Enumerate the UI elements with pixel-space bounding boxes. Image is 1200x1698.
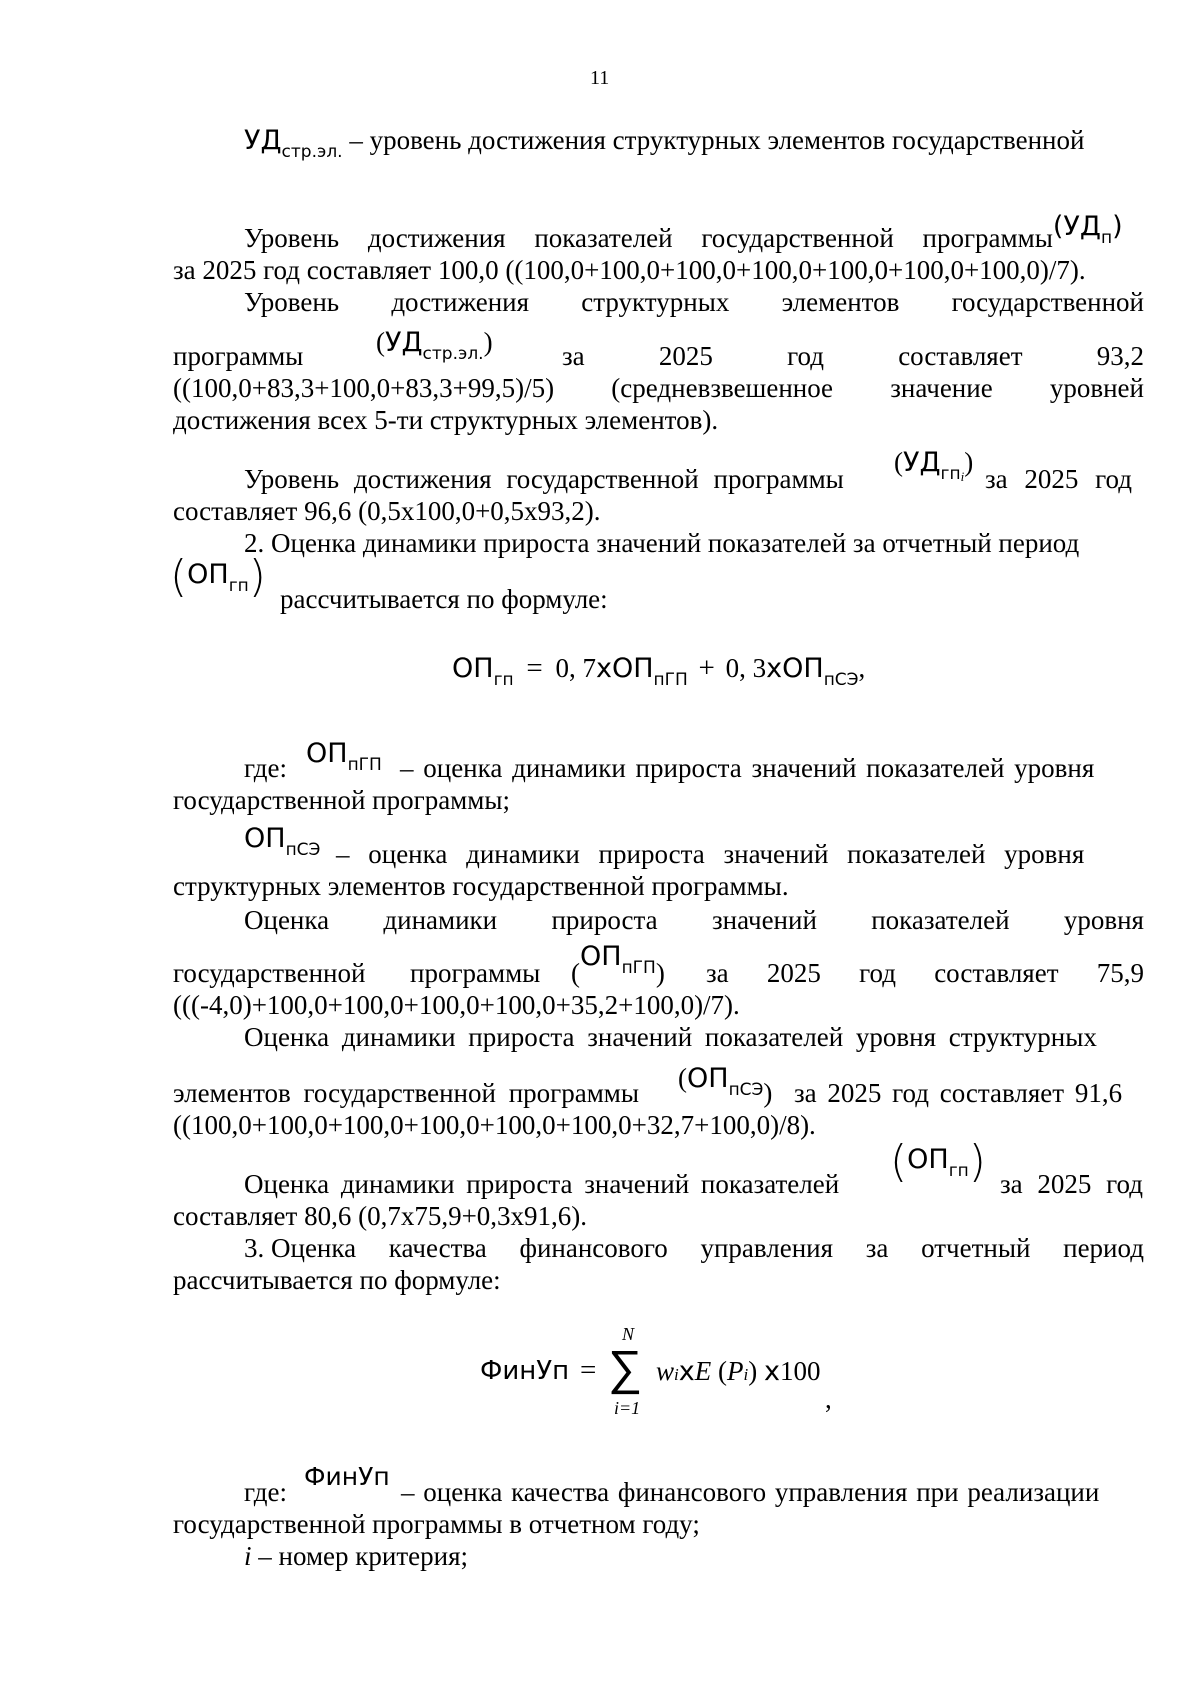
symbol-subscript: пГП — [347, 755, 382, 775]
symbol-op-pse: $(ОП_{пСЭ})$ — [678, 1063, 773, 1108]
paragraph-text: Уровень достижения показателей государственной программы — [244, 223, 1053, 253]
symbol-subscript: пГП — [621, 958, 656, 978]
paragraph-op-pse: Оценка динамики прироста значений показателей уровня структурных — [244, 1022, 1097, 1052]
definition-continuation: структурных элементов государственной программы. — [173, 871, 789, 901]
paragraph-text: ((100,0+100,0+100,0+100,0+100,0+100,0+32,7+100,0)/8). — [173, 1110, 816, 1140]
paragraph-text: за 2025 год составляет 91,6 — [794, 1078, 1123, 1108]
symbol-op: ОП — [306, 738, 348, 769]
paragraph-text: программы — [173, 341, 304, 371]
definition-text: – оценка динамики прироста значений показателей уровня — [400, 753, 1095, 783]
symbol-ud-gp: $(УД_{гпi})$ — [894, 447, 974, 484]
paragraph-text: за 2025 год — [985, 464, 1133, 494]
symbol-op: ОП — [907, 1144, 949, 1175]
symbol-subscript: стр.эл. — [281, 142, 343, 162]
symbol-subscript: гп — [948, 1161, 969, 1181]
symbol-ud: УД — [903, 447, 941, 478]
symbol-op-gp: $(ОП_{гп})$ — [890, 1135, 986, 1187]
definition-continuation: государственной программы в отчетном году; — [173, 1509, 700, 1539]
paragraph-text: за 2025 год — [1000, 1169, 1144, 1199]
symbol-subscript: пСЭ — [285, 840, 321, 860]
paragraph-text: составляет 96,6 (0,5х100,0+0,5х93,2). — [173, 496, 601, 526]
paragraph-text: рассчитывается по формуле: — [173, 1265, 501, 1295]
definition-i: i – номер критерия; — [244, 1541, 468, 1571]
paragraph-text: достижения всех 5-ти структурных элементов). — [173, 405, 719, 435]
paragraph-op-gp-result: Оценка динамики прироста значений показателей — [244, 1169, 840, 1199]
definition-text: – уровень достижения структурных элементов государственной — [342, 125, 1085, 155]
paragraph-text: рассчитывается по формуле: — [280, 584, 608, 614]
symbol-ud: УД — [1063, 211, 1101, 242]
symbol-op-pgp: $(ОП_{пГП})$ — [571, 941, 665, 988]
definition-ud-str-el — [244, 124, 1084, 160]
paragraph-text: государственной — [173, 958, 366, 988]
symbol-subscript: пСЭ — [728, 1080, 764, 1100]
paragraph-text: ((100,0+83,3+100,0+83,3+99,5)/5) (средневзвешенное значение уровней — [173, 373, 1144, 403]
paragraph-text: за 2025 год составляет 100,0 ((100,0+100,0+100,0+100,0+100,0+100,0+100,0)/7). — [173, 255, 1086, 285]
symbol-subscript: гп — [228, 576, 249, 596]
definition-text: – оценка динамики прироста значений показателей уровня — [336, 839, 1085, 869]
paragraph-ud-p: Уровень достижения показателей государственной $программы(УД_п)$ — [244, 211, 1123, 253]
symbol-op: ОП — [580, 941, 622, 972]
paragraph-finup-heading: 3. Оценка качества финансового управления за отчетный период — [244, 1233, 1144, 1263]
symbol-op: ОП — [244, 823, 286, 854]
definition-text: – оценка качества финансового управления при реализации — [401, 1477, 1100, 1507]
paragraph-ud-str-line1: Уровень достижения структурных элементов государственной — [244, 287, 1144, 317]
paragraph-text: программы — [410, 958, 541, 988]
paragraph-op-heading: 2. Оценка динамики прироста значений показателей за отчетный период — [244, 528, 1080, 558]
symbol-finup: ФинУп — [304, 1462, 390, 1491]
symbol-op-pgp — [306, 737, 382, 773]
page-number: 11 — [590, 67, 610, 89]
definition-continuation: государственной программы; — [173, 785, 510, 815]
symbol-ud: УД — [385, 327, 423, 358]
symbol-subscript: п — [1100, 228, 1113, 248]
symbol-ud: УД — [244, 125, 282, 156]
symbol-op-pse — [244, 822, 320, 858]
paragraph-ud-gp: Уровень достижения государственной программы — [244, 464, 844, 494]
paragraph-text: элементов государственной программы — [173, 1078, 640, 1108]
definition-op-pgp: где: — [244, 753, 287, 783]
symbol-ud-str-el: $(УД_{стр.эл.})$ — [376, 327, 493, 364]
paragraph-text: за 2025 год составляет 93,2 — [562, 341, 1144, 371]
paragraph-text: (((-4,0)+100,0+100,0+100,0+100,0+35,2+100,0)/7). — [173, 990, 740, 1020]
formula-finup: ФинУп = N ∑ i=1 wiхE (Pi) х100 , — [480, 1324, 832, 1418]
paragraph-op-pgp: Оценка динамики прироста значений показателей уровня — [244, 905, 1144, 935]
definition-finup: где: — [244, 1477, 287, 1507]
symbol-subscript: гп — [940, 464, 961, 484]
symbol-op-gp: $(ОП_{гп})$ — [170, 550, 266, 602]
paragraph-text: составляет 80,6 (0,7х75,9+0,3х91,6). — [173, 1201, 588, 1231]
symbol-subscript: стр.эл. — [422, 344, 484, 364]
formula-op-gp: $ОП_{гп} = 0$, 7хОП$_{пГП}$ + 0, 3хОП$_{пСЭ}$, — [452, 652, 866, 690]
symbol-op: ОП — [187, 559, 229, 590]
paragraph-text: за 2025 год составляет 75,9 — [706, 958, 1144, 988]
symbol-op: ОП — [687, 1063, 729, 1094]
